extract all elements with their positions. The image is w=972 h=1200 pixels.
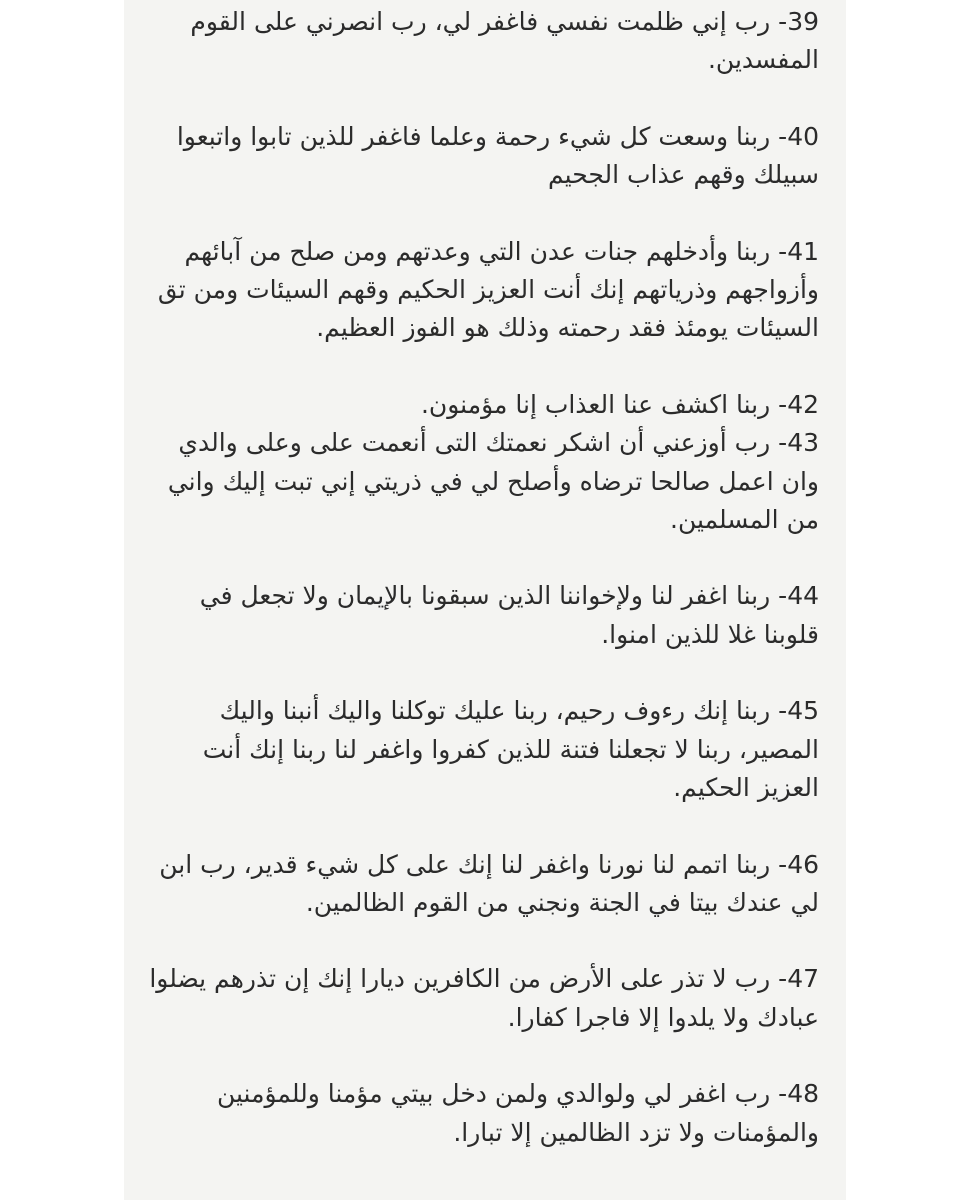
entry-45 bbox=[140, 692, 819, 807]
entry-text: رب اغفر لي ولوالدي ولمن دخل بيتي مؤمنا وللمؤمنين والمؤمنات ولا تزد الظالمين إلا تبارا. bbox=[216, 1079, 819, 1147]
entry-44 bbox=[140, 577, 819, 654]
blank-line bbox=[140, 539, 819, 577]
blank-line bbox=[140, 348, 819, 386]
entry-text: ربنا اتمم لنا نورنا واغفر لنا إنك على كل شيء قدير، رب ابن لي عندك بيتا في الجنة ونجني من القوم الظالمين. bbox=[159, 849, 819, 917]
entry-number: 41- bbox=[778, 236, 819, 266]
entry-41 bbox=[140, 233, 819, 348]
blank-line bbox=[140, 194, 819, 232]
blank-line bbox=[140, 654, 819, 692]
entry-text: رب لا تذر على الأرض من الكافرين ديارا إنك إن تذرهم يضلوا عبادك ولا يلدوا إلا فاجرا كفارا. bbox=[149, 964, 819, 1032]
entry-text: ربنا اغفر لنا ولإخواننا الذين سبقونا بالإيمان ولا تجعل في قلوبنا غلا للذين امنوا. bbox=[199, 581, 819, 649]
entry-text: ربنا وسعت كل شيء رحمة وعلما فاغفر للذين تابوا واتبعوا سبيلك وقهم عذاب الجحيم bbox=[176, 121, 819, 190]
entry-text: رب أوزعني أن اشكر نعمتك التى أنعمت على وعلى والدي وان اعمل صالحا ترضاه وأصلح لي في ذريتي إني تبت إليك واني من المسلمين. bbox=[167, 428, 819, 534]
entry-number: 46- bbox=[778, 849, 819, 879]
note-text[interactable] bbox=[140, 3, 819, 1152]
entry-42 bbox=[140, 386, 819, 424]
entry-48 bbox=[140, 1075, 819, 1152]
blank-line bbox=[140, 80, 819, 118]
entry-47 bbox=[140, 960, 819, 1037]
note-page[interactable] bbox=[124, 0, 846, 1200]
blank-line bbox=[140, 922, 819, 960]
entry-text: ربنا وأدخلهم جنات عدن التي وعدتهم ومن صلح من آبائهم وأزواجهم وذرياتهم إنك أنت العزيز الحكيم وقهم السيئات ومن تق السيئات يومئذ فقد رحمته وذلك هو الفوز العظيم. bbox=[157, 236, 819, 343]
blank-line bbox=[140, 807, 819, 845]
entry-number: 47- bbox=[778, 964, 819, 994]
entry-40 bbox=[140, 118, 819, 195]
entry-number: 42- bbox=[778, 389, 819, 419]
entry-number: 44- bbox=[778, 581, 819, 611]
entry-number: 45- bbox=[778, 696, 819, 726]
entry-number: 48- bbox=[778, 1079, 819, 1109]
entry-text: رب إني ظلمت نفسي فاغفر لي، رب انصرني على القوم المفسدين. bbox=[190, 7, 819, 75]
entry-text: ربنا إنك رءوف رحيم، ربنا عليك توكلنا واليك أنبنا واليك المصير، ربنا لا تجعلنا فتنة للذين كفروا واغفر لنا ربنا إنك أنت العزيز الحكيم. bbox=[202, 696, 819, 802]
entry-number: 43- bbox=[778, 428, 819, 458]
blank-line bbox=[140, 1037, 819, 1075]
entry-39 bbox=[140, 3, 819, 80]
entry-text: ربنا اكشف عنا العذاب إنا مؤمنون. bbox=[420, 389, 771, 419]
entry-46 bbox=[140, 846, 819, 923]
entry-43 bbox=[140, 424, 819, 539]
entry-number: 39- bbox=[778, 7, 819, 36]
entry-number: 40- bbox=[778, 121, 819, 151]
